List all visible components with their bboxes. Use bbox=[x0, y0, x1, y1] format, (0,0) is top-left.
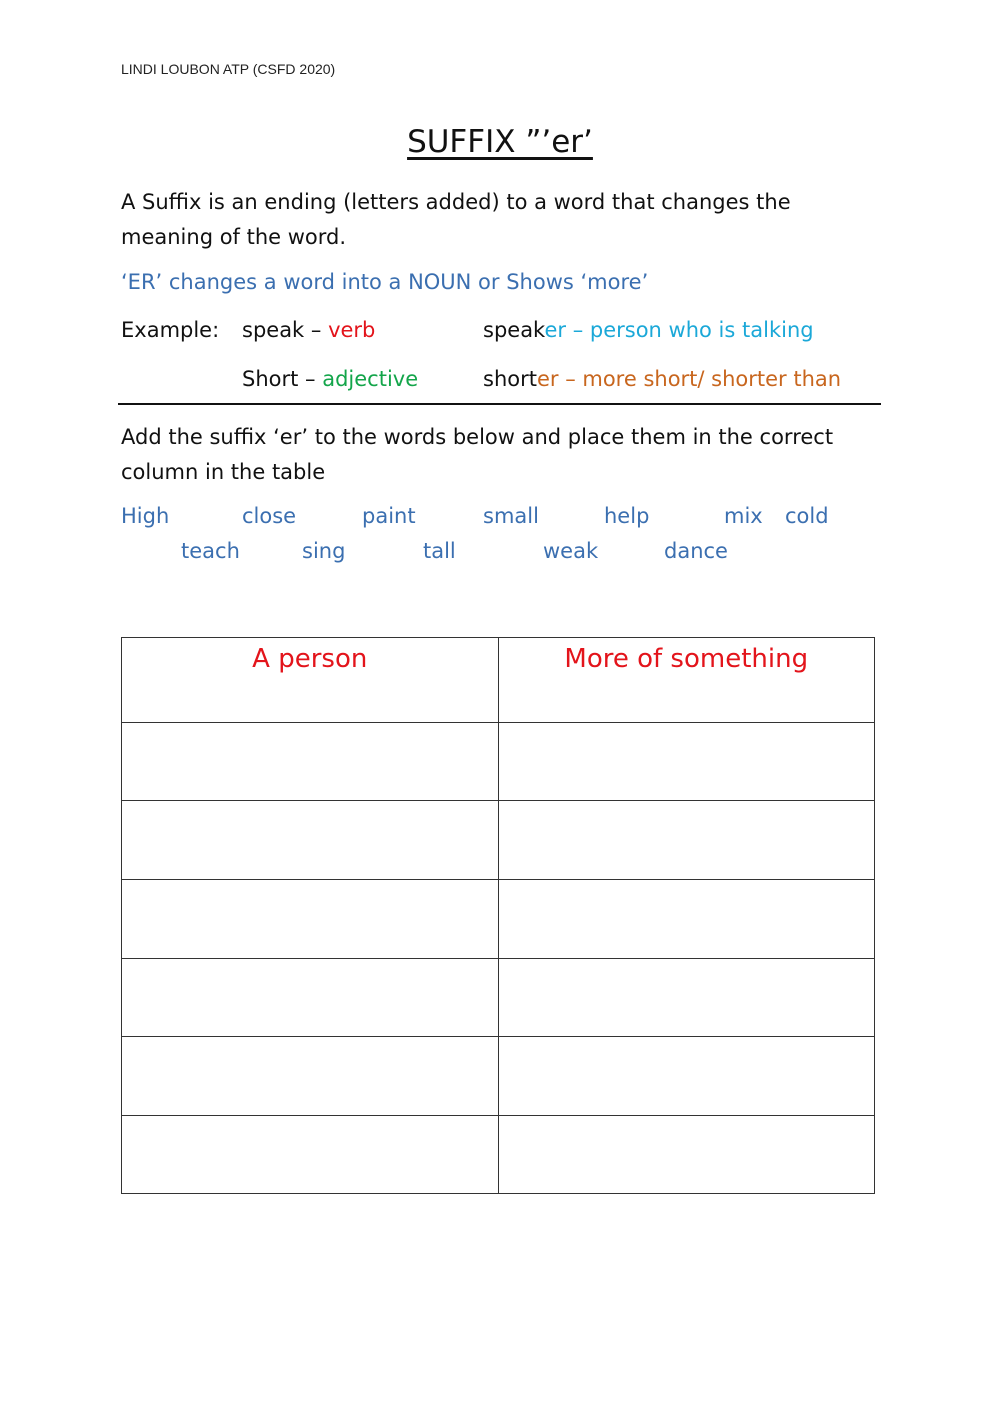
sorting-table bbox=[121, 637, 875, 1194]
word-bank-item: sing bbox=[302, 539, 346, 563]
example-2-derived: shorter – more short/ shorter than bbox=[483, 367, 842, 391]
table-cell[interactable] bbox=[498, 801, 875, 880]
table-row bbox=[122, 880, 875, 959]
table-header-row bbox=[122, 638, 875, 723]
table-cell[interactable] bbox=[122, 1116, 499, 1194]
word-bank-item: weak bbox=[543, 539, 599, 563]
word-bank-item: help bbox=[604, 504, 650, 528]
table-cell[interactable] bbox=[122, 959, 499, 1037]
example-1-base: speak – verb bbox=[242, 318, 376, 342]
word-bank-item: High bbox=[121, 504, 170, 528]
example-2-suffix: er – more short/ shorter than bbox=[536, 367, 842, 391]
table-cell[interactable] bbox=[498, 880, 875, 959]
example-label: Example: bbox=[121, 318, 220, 342]
word-bank-item: dance bbox=[664, 539, 728, 563]
page-title: SUFFIX ”’er’ bbox=[407, 124, 593, 160]
table-cell[interactable] bbox=[122, 801, 499, 880]
table-cell[interactable] bbox=[122, 880, 499, 959]
table-cell[interactable] bbox=[498, 1037, 875, 1116]
table-row bbox=[122, 801, 875, 880]
word-bank-item: small bbox=[483, 504, 539, 528]
definition-text: A Suffix is an ending (letters added) to a word that changes the meaning of the word. bbox=[121, 190, 791, 249]
rule-text: ‘ER’ changes a word into a NOUN or Shows ‘more’ bbox=[121, 270, 649, 294]
table-cell[interactable] bbox=[122, 1037, 499, 1116]
column-header-person: A person bbox=[122, 638, 499, 723]
header-note: LINDI LOUBON ATP (CSFD 2020) bbox=[121, 61, 336, 77]
example-1-derived: speaker – person who is talking bbox=[483, 318, 814, 342]
word-bank-item: teach bbox=[181, 539, 240, 563]
instruction-text: Add the suffix ‘er’ to the words below and place them in the correct column in the table bbox=[121, 425, 834, 484]
table-cell[interactable] bbox=[122, 723, 499, 801]
table-row bbox=[122, 1037, 875, 1116]
word-bank-item: close bbox=[242, 504, 297, 528]
table-cell[interactable] bbox=[498, 1116, 875, 1194]
word-bank-item: cold bbox=[785, 504, 829, 528]
table-row bbox=[122, 1116, 875, 1194]
example-2-base: Short – adjective bbox=[242, 367, 419, 391]
table-cell[interactable] bbox=[498, 723, 875, 801]
example-2-type: adjective bbox=[322, 367, 419, 391]
divider-line bbox=[118, 403, 881, 405]
column-header-more: More of something bbox=[498, 638, 875, 723]
example-1-suffix: er – person who is talking bbox=[544, 318, 814, 342]
example-1-type: verb bbox=[328, 318, 376, 342]
table-row bbox=[122, 959, 875, 1037]
table-row bbox=[122, 723, 875, 801]
word-bank-item: mix bbox=[724, 504, 763, 528]
word-bank-item: tall bbox=[423, 539, 456, 563]
word-bank-item: paint bbox=[362, 504, 416, 528]
table-cell[interactable] bbox=[498, 959, 875, 1037]
